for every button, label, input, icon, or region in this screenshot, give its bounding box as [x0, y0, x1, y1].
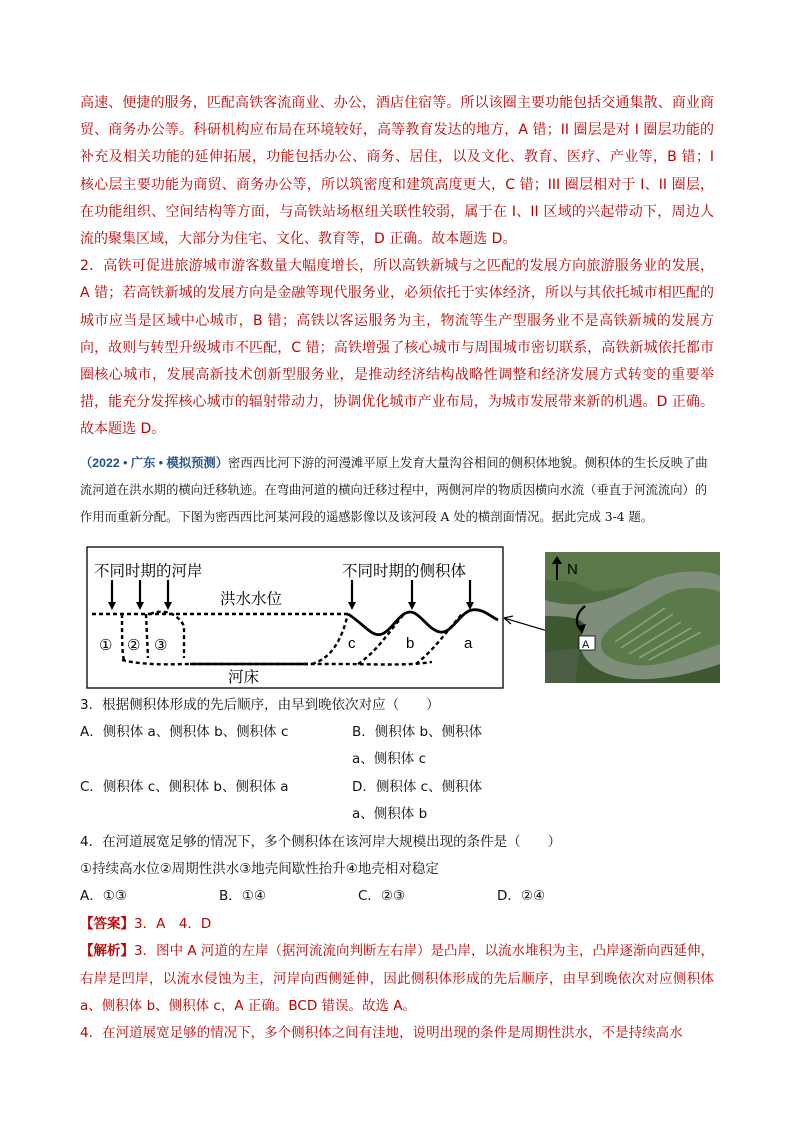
bar-label-a: a: [464, 634, 473, 652]
question-4-conditions: ①持续高水位②周期性洪水③地壳间歇性抬升④地壳相对稳定: [80, 860, 439, 877]
analysis-q3-text: 3．图中 A 河道的左岸（据河流流向判断左右岸）是凸岸，以流水堆积为主，凸岸逐渐向西延伸，右岸是凹岸，以流水侵蚀为主，河岸向西侧延伸，因此侧积体形成的先后顺序，由早到晚依次对应侧积体 a、侧积体 b、侧积体 c，A 正确。BCD 错误。故选 A。: [80, 943, 715, 1014]
river-cross-section-diagram: [86, 546, 504, 689]
page-content: [80, 90, 714, 1048]
label-riverbed: 河床: [228, 668, 260, 686]
question-4: [80, 829, 714, 911]
source-tag: （2022 • 广东 • 模拟预测）: [80, 455, 229, 470]
bar-label-b: b: [406, 634, 415, 652]
question-3-options-row-1: [80, 719, 714, 774]
option-4d: D．②④: [497, 888, 546, 905]
option-4a: A．①③: [80, 888, 127, 905]
point-a-label: A: [582, 638, 590, 651]
explanation-paragraph-1: 高速、便捷的服务，匹配高铁客流商业、办公，酒店住宿等。所以该圈主要功能包括交通集散、商业商贸、商务办公等。科研机构应布局在环境较好，高等教育发达的地方，A 错；II 圈层是对 I 圈层功能的补充及相关功能的延伸拓展，功能包括办公、商务、居住，以及文化、教育、医疗、产业等，B 错；I 核心层主要功能为商贸、商务办公等，所以筑密度和建筑高度更大，C 错；III 圈层相对于 I、II 圈层，在功能组织、空间结构等方面，与高铁站场枢纽关联性较弱，属于在 I、II 区域的兴起带动下，周边人流的聚集区域，大部分为住宅、文化、教育等，D 正确。故本题选 D。: [80, 95, 714, 248]
region-1: ①: [99, 636, 113, 654]
question-4-stem: 4．在河道展宽足够的情况下，多个侧积体在该河岸大规模出现的条件是（ ）: [80, 833, 562, 850]
option-4b: B．①④: [219, 888, 266, 905]
question-3-stem: 3．根据侧积体形成的先后顺序，由早到晚依次对应（ ）: [80, 696, 440, 713]
intro-text: 密西西比河下游的河漫滩平原上发育大量沟谷相间的侧积体地貌。侧积体的生长反映了曲流河道在洪水期的横向迁移轨迹。在弯曲河道的横向迁移过程中，两侧河岸的物质因横向水流（垂直于河流流向）的作用而重新分配。下图为密西西比河某河段的遥感影像以及该河段 A 处的横剖面情况。据此完成 3-4 题。: [80, 455, 708, 525]
question-4-options: [80, 883, 714, 910]
analysis-q4: 4．在河道展宽足够的情况下，多个侧积体之间有洼地，说明出现的条件是周期性洪水，不是持续高水: [80, 1025, 683, 1042]
explanation-paragraph-2: 2．高铁可促进旅游城市游客数量大幅度增长，所以高铁新城与之匹配的发展方向旅游服务业的发展，A 错；若高铁新城的发展方向是金融等现代服务业，必须依托于实体经济，所以与其依托城市相匹配的城市应当是区域中心城市，B 错；高铁以客运服务为主，物流等生产型服务业不是高铁新城的发展方向，故则与转型升级城市不匹配，C 错；高铁增强了核心城市与周围城市密切联系，高铁新城依托都市圈核心城市，发展高新技术创新型服务业，是推动经济结构战略性调整和经济发展方式转变的重要举措，能充分发挥核心城市的辐射带动力，协调优化城市产业布局，为城市发展带来新的机遇。D 正确。故本题选 D。: [80, 258, 714, 438]
answer-line: [80, 911, 714, 938]
label-flood-level: 洪水水位: [220, 590, 283, 608]
question-3: [80, 692, 714, 829]
region-3: ③: [154, 636, 168, 654]
analysis-q3: [80, 938, 714, 1020]
option-3c: C．侧积体 c、侧积体 b、侧积体 a: [80, 778, 289, 795]
satellite-image: [545, 552, 720, 683]
north-label: N: [567, 560, 578, 578]
region-2: ②: [127, 636, 141, 654]
label-bars: 不同时期的侧积体: [342, 562, 467, 580]
answer-tag: 【答案】: [80, 915, 134, 932]
figure: [80, 544, 714, 692]
label-banks: 不同时期的河岸: [94, 562, 203, 580]
option-4c: C．②③: [358, 888, 406, 905]
analysis-tag: 【解析】: [80, 943, 135, 960]
analysis: [80, 938, 714, 1048]
question-intro: [80, 450, 714, 532]
explanation: [80, 90, 714, 444]
question-3-options-row-2: [80, 774, 714, 829]
option-3b: B．侧积体 b、侧积体 a、侧积体 c: [352, 723, 483, 768]
bar-label-c: c: [348, 634, 356, 652]
answer-text: 3．A 4．D: [134, 915, 212, 932]
option-3d: D．侧积体 c、侧积体 a、侧积体 b: [352, 778, 483, 823]
option-3a: A．侧积体 a、侧积体 b、侧积体 c: [80, 723, 289, 740]
